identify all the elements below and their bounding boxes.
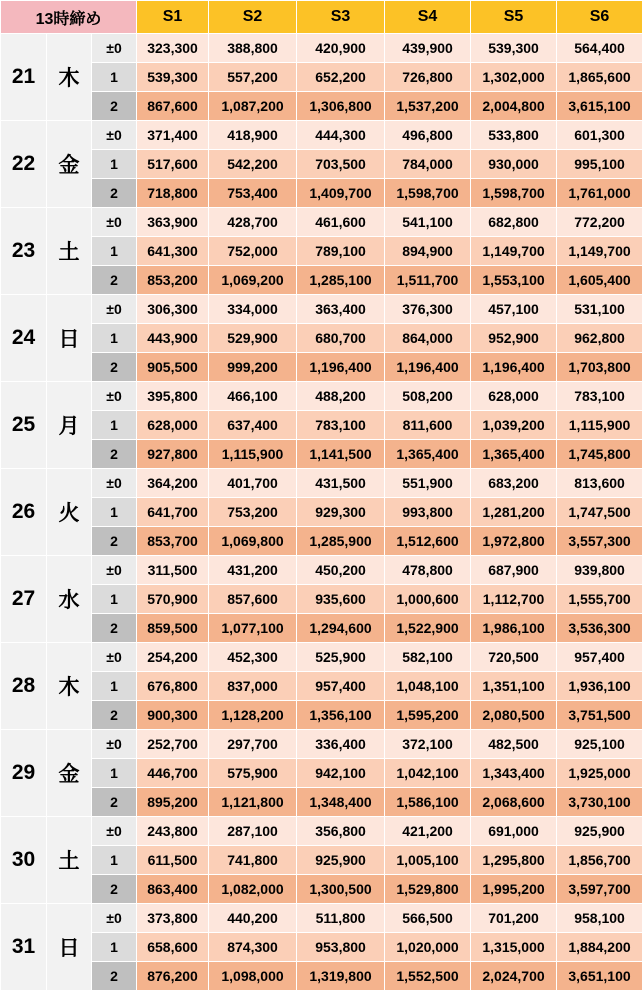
- table-row: [1, 759, 642, 788]
- price-cell: 1,365,400: [385, 440, 471, 469]
- table-row: [1, 527, 642, 556]
- price-cell: 1,281,200: [471, 498, 557, 527]
- price-cell: 601,300: [557, 121, 642, 150]
- table-row: [1, 962, 642, 991]
- price-cell: 363,900: [137, 208, 209, 237]
- day-of-week: 木: [47, 643, 92, 730]
- price-cell: 753,200: [209, 498, 297, 527]
- price-cell: 691,000: [471, 817, 557, 846]
- price-cell: 676,800: [137, 672, 209, 701]
- price-cell: 1,761,000: [557, 179, 642, 208]
- price-cell: 783,100: [557, 382, 642, 411]
- price-cell: 857,600: [209, 585, 297, 614]
- table-row: [1, 672, 642, 701]
- table-row: [1, 933, 642, 962]
- level-label: ±0: [92, 382, 137, 411]
- price-cell: 1,115,900: [209, 440, 297, 469]
- price-cell: 628,000: [471, 382, 557, 411]
- table-row: [1, 208, 642, 237]
- price-cell: 935,600: [297, 585, 385, 614]
- price-cell: 1,285,100: [297, 266, 385, 295]
- table-row: [1, 701, 642, 730]
- price-cell: 297,700: [209, 730, 297, 759]
- price-cell: 3,730,100: [557, 788, 642, 817]
- price-cell: 1,098,000: [209, 962, 297, 991]
- price-cell: 1,069,800: [209, 527, 297, 556]
- price-cell: 539,300: [471, 34, 557, 63]
- table-row: [1, 440, 642, 469]
- price-cell: 1,294,600: [297, 614, 385, 643]
- price-cell: 1,409,700: [297, 179, 385, 208]
- level-label: 2: [92, 701, 137, 730]
- price-cell: 658,600: [137, 933, 209, 962]
- price-cell: 1,306,800: [297, 92, 385, 121]
- price-cell: 1,598,700: [385, 179, 471, 208]
- price-cell: 952,900: [471, 324, 557, 353]
- price-cell: 252,700: [137, 730, 209, 759]
- price-cell: 564,400: [557, 34, 642, 63]
- price-cell: 336,400: [297, 730, 385, 759]
- price-cell: 789,100: [297, 237, 385, 266]
- price-cell: 1,039,200: [471, 411, 557, 440]
- column-header: S1: [137, 1, 209, 34]
- price-cell: 999,200: [209, 353, 297, 382]
- price-cell: 1,295,800: [471, 846, 557, 875]
- price-cell: 443,900: [137, 324, 209, 353]
- price-cell: 1,703,800: [557, 353, 642, 382]
- level-label: 1: [92, 585, 137, 614]
- price-cell: 306,300: [137, 295, 209, 324]
- level-label: ±0: [92, 556, 137, 585]
- price-cell: 895,200: [137, 788, 209, 817]
- price-cell: 439,900: [385, 34, 471, 63]
- day-number: 22: [1, 121, 47, 208]
- price-cell: 1,319,800: [297, 962, 385, 991]
- price-cell: 876,200: [137, 962, 209, 991]
- price-cell: 420,900: [297, 34, 385, 63]
- price-cell: 784,000: [385, 150, 471, 179]
- level-label: 1: [92, 324, 137, 353]
- price-cell: 452,300: [209, 643, 297, 672]
- table-row: [1, 382, 642, 411]
- table-row: [1, 179, 642, 208]
- column-header: S4: [385, 1, 471, 34]
- price-cell: 1,595,200: [385, 701, 471, 730]
- table-row: [1, 150, 642, 179]
- price-cell: 478,800: [385, 556, 471, 585]
- price-cell: 421,200: [385, 817, 471, 846]
- day-number: 24: [1, 295, 47, 382]
- price-cell: 542,200: [209, 150, 297, 179]
- day-number: 21: [1, 34, 47, 121]
- price-cell: 741,800: [209, 846, 297, 875]
- price-cell: 1,747,500: [557, 498, 642, 527]
- price-cell: 364,200: [137, 469, 209, 498]
- price-cell: 466,100: [209, 382, 297, 411]
- price-cell: 539,300: [137, 63, 209, 92]
- table-row: [1, 92, 642, 121]
- price-cell: 444,300: [297, 121, 385, 150]
- level-label: ±0: [92, 121, 137, 150]
- level-label: 1: [92, 498, 137, 527]
- day-of-week: 水: [47, 556, 92, 643]
- table-row: [1, 730, 642, 759]
- price-cell: 3,597,700: [557, 875, 642, 904]
- column-header: S2: [209, 1, 297, 34]
- price-cell: 1,555,700: [557, 585, 642, 614]
- price-cell: 925,900: [297, 846, 385, 875]
- level-label: 1: [92, 846, 137, 875]
- table-row: [1, 237, 642, 266]
- price-cell: 570,900: [137, 585, 209, 614]
- price-cell: 1,972,800: [471, 527, 557, 556]
- price-cell: 682,800: [471, 208, 557, 237]
- price-cell: 431,500: [297, 469, 385, 498]
- day-of-week: 土: [47, 208, 92, 295]
- price-cell: 1,082,000: [209, 875, 297, 904]
- price-cell: 395,800: [137, 382, 209, 411]
- day-number: 25: [1, 382, 47, 469]
- price-cell: 958,100: [557, 904, 642, 933]
- price-cell: 575,900: [209, 759, 297, 788]
- header-row: [1, 1, 642, 34]
- level-label: 2: [92, 353, 137, 382]
- price-cell: 418,900: [209, 121, 297, 150]
- price-cell: 628,000: [137, 411, 209, 440]
- level-label: ±0: [92, 295, 137, 324]
- price-cell: 334,000: [209, 295, 297, 324]
- price-cell: 525,900: [297, 643, 385, 672]
- price-cell: 1,115,900: [557, 411, 642, 440]
- price-cell: 1,745,800: [557, 440, 642, 469]
- level-label: 1: [92, 672, 137, 701]
- price-cell: 1,865,600: [557, 63, 642, 92]
- price-cell: 1,529,800: [385, 875, 471, 904]
- day-number: 23: [1, 208, 47, 295]
- level-label: 2: [92, 788, 137, 817]
- price-cell: 942,100: [297, 759, 385, 788]
- price-cell: 1,000,600: [385, 585, 471, 614]
- level-label: ±0: [92, 469, 137, 498]
- price-cell: 1,149,700: [557, 237, 642, 266]
- price-cell: 1,552,500: [385, 962, 471, 991]
- price-cell: 533,800: [471, 121, 557, 150]
- price-cell: 1,196,400: [471, 353, 557, 382]
- price-cell: 450,200: [297, 556, 385, 585]
- price-cell: 1,553,100: [471, 266, 557, 295]
- level-label: 2: [92, 962, 137, 991]
- level-label: 1: [92, 759, 137, 788]
- price-cell: 1,925,000: [557, 759, 642, 788]
- price-cell: 701,200: [471, 904, 557, 933]
- price-cell: 837,000: [209, 672, 297, 701]
- price-cell: 356,800: [297, 817, 385, 846]
- price-cell: 373,800: [137, 904, 209, 933]
- price-cell: 1,936,100: [557, 672, 642, 701]
- price-cell: 859,500: [137, 614, 209, 643]
- table-row: [1, 614, 642, 643]
- price-cell: 2,080,500: [471, 701, 557, 730]
- price-cell: 457,100: [471, 295, 557, 324]
- level-label: ±0: [92, 34, 137, 63]
- price-cell: 772,200: [557, 208, 642, 237]
- price-cell: 1,598,700: [471, 179, 557, 208]
- price-cell: 853,700: [137, 527, 209, 556]
- level-label: 1: [92, 411, 137, 440]
- price-cell: 531,100: [557, 295, 642, 324]
- price-cell: 511,800: [297, 904, 385, 933]
- price-cell: 3,651,100: [557, 962, 642, 991]
- price-cell: 927,800: [137, 440, 209, 469]
- price-cell: 363,400: [297, 295, 385, 324]
- level-label: ±0: [92, 904, 137, 933]
- price-cell: 401,700: [209, 469, 297, 498]
- table-row: [1, 643, 642, 672]
- level-label: ±0: [92, 208, 137, 237]
- day-of-week: 日: [47, 295, 92, 382]
- table-row: [1, 498, 642, 527]
- level-label: 1: [92, 150, 137, 179]
- price-cell: 431,200: [209, 556, 297, 585]
- price-cell: 811,600: [385, 411, 471, 440]
- price-cell: 1,365,400: [471, 440, 557, 469]
- price-cell: 718,800: [137, 179, 209, 208]
- day-of-week: 日: [47, 904, 92, 991]
- price-cell: 243,800: [137, 817, 209, 846]
- level-label: 1: [92, 933, 137, 962]
- price-cell: 1,537,200: [385, 92, 471, 121]
- price-cell: 496,800: [385, 121, 471, 150]
- price-cell: 388,800: [209, 34, 297, 63]
- price-cell: 1,351,100: [471, 672, 557, 701]
- day-of-week: 金: [47, 121, 92, 208]
- price-cell: 953,800: [297, 933, 385, 962]
- price-cell: 1,348,400: [297, 788, 385, 817]
- price-cell: 428,700: [209, 208, 297, 237]
- table-row: [1, 266, 642, 295]
- day-number: 28: [1, 643, 47, 730]
- price-cell: 993,800: [385, 498, 471, 527]
- level-label: 2: [92, 440, 137, 469]
- price-cell: 1,986,100: [471, 614, 557, 643]
- price-cell: 611,500: [137, 846, 209, 875]
- price-cell: 376,300: [385, 295, 471, 324]
- price-cell: 752,000: [209, 237, 297, 266]
- price-cell: 687,900: [471, 556, 557, 585]
- price-cell: 925,900: [557, 817, 642, 846]
- price-cell: 1,285,900: [297, 527, 385, 556]
- level-label: 1: [92, 63, 137, 92]
- price-cell: 720,500: [471, 643, 557, 672]
- day-number: 31: [1, 904, 47, 991]
- price-cell: 1,005,100: [385, 846, 471, 875]
- price-cell: 1,048,100: [385, 672, 471, 701]
- price-cell: 2,004,800: [471, 92, 557, 121]
- price-cell: 566,500: [385, 904, 471, 933]
- price-cell: 3,751,500: [557, 701, 642, 730]
- price-cell: 1,586,100: [385, 788, 471, 817]
- price-cell: 813,600: [557, 469, 642, 498]
- price-cell: 488,200: [297, 382, 385, 411]
- level-label: ±0: [92, 817, 137, 846]
- table-body: [1, 34, 642, 991]
- table-row: [1, 295, 642, 324]
- price-cell: 551,900: [385, 469, 471, 498]
- table-row: [1, 469, 642, 498]
- price-cell: 482,500: [471, 730, 557, 759]
- cutoff-label: 13時締め: [1, 1, 137, 34]
- column-header: S5: [471, 1, 557, 34]
- price-cell: 783,100: [297, 411, 385, 440]
- table-row: [1, 788, 642, 817]
- price-cell: 3,557,300: [557, 527, 642, 556]
- price-cell: 753,400: [209, 179, 297, 208]
- price-cell: 1,856,700: [557, 846, 642, 875]
- level-label: 2: [92, 92, 137, 121]
- price-cell: 864,000: [385, 324, 471, 353]
- price-cell: 1,512,600: [385, 527, 471, 556]
- column-header: S3: [297, 1, 385, 34]
- price-cell: 541,100: [385, 208, 471, 237]
- table-row: [1, 904, 642, 933]
- price-cell: 440,200: [209, 904, 297, 933]
- price-cell: 461,600: [297, 208, 385, 237]
- price-cell: 703,500: [297, 150, 385, 179]
- table-row: [1, 411, 642, 440]
- price-cell: 925,100: [557, 730, 642, 759]
- price-cell: 939,800: [557, 556, 642, 585]
- price-cell: 1,343,400: [471, 759, 557, 788]
- price-cell: 853,200: [137, 266, 209, 295]
- price-cell: 254,200: [137, 643, 209, 672]
- price-cell: 1,605,400: [557, 266, 642, 295]
- price-cell: 929,300: [297, 498, 385, 527]
- price-cell: 1,121,800: [209, 788, 297, 817]
- day-of-week: 土: [47, 817, 92, 904]
- price-cell: 1,884,200: [557, 933, 642, 962]
- level-label: 2: [92, 614, 137, 643]
- price-cell: 680,700: [297, 324, 385, 353]
- price-cell: 323,300: [137, 34, 209, 63]
- day-number: 27: [1, 556, 47, 643]
- price-cell: 311,500: [137, 556, 209, 585]
- level-label: 2: [92, 875, 137, 904]
- price-cell: 995,100: [557, 150, 642, 179]
- price-cell: 637,400: [209, 411, 297, 440]
- price-cell: 529,900: [209, 324, 297, 353]
- price-cell: 962,800: [557, 324, 642, 353]
- price-cell: 1,149,700: [471, 237, 557, 266]
- table-row: [1, 556, 642, 585]
- day-number: 29: [1, 730, 47, 817]
- price-cell: 508,200: [385, 382, 471, 411]
- price-cell: 2,068,600: [471, 788, 557, 817]
- price-cell: 867,600: [137, 92, 209, 121]
- table-row: [1, 121, 642, 150]
- table-row: [1, 585, 642, 614]
- level-label: ±0: [92, 643, 137, 672]
- day-of-week: 火: [47, 469, 92, 556]
- price-cell: 2,024,700: [471, 962, 557, 991]
- price-cell: 517,600: [137, 150, 209, 179]
- price-cell: 894,900: [385, 237, 471, 266]
- price-cell: 3,615,100: [557, 92, 642, 121]
- day-of-week: 月: [47, 382, 92, 469]
- price-cell: 863,400: [137, 875, 209, 904]
- day-of-week: 金: [47, 730, 92, 817]
- price-cell: 652,200: [297, 63, 385, 92]
- table-row: [1, 846, 642, 875]
- price-cell: 1,522,900: [385, 614, 471, 643]
- price-cell: 1,069,200: [209, 266, 297, 295]
- price-cell: 1,112,700: [471, 585, 557, 614]
- price-cell: 1,141,500: [297, 440, 385, 469]
- price-cell: 905,500: [137, 353, 209, 382]
- table-row: [1, 324, 642, 353]
- level-label: 2: [92, 266, 137, 295]
- column-header: S6: [557, 1, 642, 34]
- level-label: ±0: [92, 730, 137, 759]
- price-cell: 1,995,200: [471, 875, 557, 904]
- price-cell: 1,077,100: [209, 614, 297, 643]
- level-label: 1: [92, 237, 137, 266]
- price-cell: 1,196,400: [385, 353, 471, 382]
- price-cell: 557,200: [209, 63, 297, 92]
- table-row: [1, 63, 642, 92]
- day-number: 30: [1, 817, 47, 904]
- price-cell: 1,315,000: [471, 933, 557, 962]
- price-cell: 287,100: [209, 817, 297, 846]
- price-cell: 1,196,400: [297, 353, 385, 382]
- price-cell: 683,200: [471, 469, 557, 498]
- price-cell: 371,400: [137, 121, 209, 150]
- price-cell: 3,536,300: [557, 614, 642, 643]
- price-cell: 1,511,700: [385, 266, 471, 295]
- table-row: [1, 34, 642, 63]
- price-cell: 641,700: [137, 498, 209, 527]
- price-cell: 582,100: [385, 643, 471, 672]
- price-cell: 930,000: [471, 150, 557, 179]
- day-number: 26: [1, 469, 47, 556]
- table-row: [1, 353, 642, 382]
- price-cell: 1,300,500: [297, 875, 385, 904]
- price-cell: 1,042,100: [385, 759, 471, 788]
- level-label: 2: [92, 527, 137, 556]
- price-cell: 874,300: [209, 933, 297, 962]
- price-cell: 957,400: [557, 643, 642, 672]
- price-cell: 1,302,000: [471, 63, 557, 92]
- price-cell: 900,300: [137, 701, 209, 730]
- price-cell: 446,700: [137, 759, 209, 788]
- price-cell: 372,100: [385, 730, 471, 759]
- price-cell: 957,400: [297, 672, 385, 701]
- price-cell: 641,300: [137, 237, 209, 266]
- price-cell: 1,020,000: [385, 933, 471, 962]
- price-cell: 1,356,100: [297, 701, 385, 730]
- price-cell: 726,800: [385, 63, 471, 92]
- level-label: 2: [92, 179, 137, 208]
- price-cell: 1,087,200: [209, 92, 297, 121]
- day-of-week: 木: [47, 34, 92, 121]
- table-row: [1, 875, 642, 904]
- table-row: [1, 817, 642, 846]
- price-cell: 1,128,200: [209, 701, 297, 730]
